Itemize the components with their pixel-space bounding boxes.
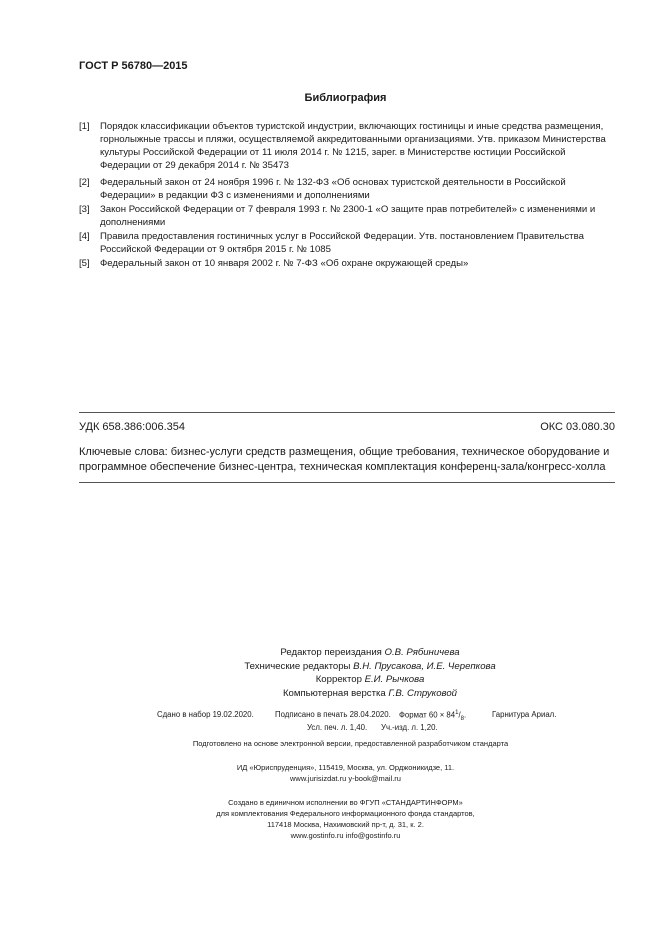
bibliography-text: Федеральный закон от 24 ноября 1996 г. № 132-ФЗ «Об основах туристской деятельности в Российской Федерации» в редакции ФЗ с изменениями и дополнениями	[100, 177, 566, 201]
publisher-contacts: www.jurisizdat.ru y-book@mail.ru	[290, 774, 401, 783]
credit-line	[150, 673, 590, 687]
bibliography-text: Правила предоставления гостиничных услуг в Российской Федерации. Утв. постановлением Правительства Российской Федерации от 9 октября 2015 г. № 1085	[100, 231, 584, 255]
format-text: Формат 60 × 84	[399, 710, 456, 720]
bottom-divider	[79, 482, 615, 483]
credit-role: Компьютерная верстка	[282, 687, 386, 699]
credit-role: Технические редакторы	[244, 660, 351, 672]
standartinform-contacts: www.gostinfo.ru info@gostinfo.ru	[290, 831, 401, 840]
bibliography-number: [4]	[79, 231, 90, 242]
bibliography-list	[79, 120, 616, 270]
bibliography-text: Порядок классификации объектов туристской индустрии, включающих гостиницы и иные средства размещения, горнолыжные трассы и пляжи, осуществляемой аккредитованными организациями. Утв. приказом Министерства культуры Российской Федерации от 11 июля 2014 г. № 1215, зарег. в Министерстве юстиции Российской Федерации от 29 декабря 2014 г. № 35473	[100, 121, 606, 171]
format-info: Формат $60 \times 84^1/_8$.	[399, 710, 467, 723]
credit-name: В.Н. Прусакова, И.Е. Черепкова	[353, 660, 496, 672]
standartinform-line: Создано в единичном исполнении во ФГУП «СТАНДАРТИНФОРМ»	[228, 798, 463, 807]
credit-name: Г.В. Струковой	[388, 687, 458, 699]
oks-code: ОКС 03.080.30	[540, 421, 615, 433]
bibliography-item	[79, 230, 616, 256]
bibliography-title: Библиография	[304, 92, 387, 104]
bibliography-item	[79, 120, 616, 172]
standartinform-line: для комплектования Федерального информационного фонда стандартов,	[216, 809, 475, 818]
pub-sheets-info: Уч.-изд. л. 1,20.	[381, 723, 438, 732]
credit-role: Редактор переиздания	[280, 647, 382, 658]
sheets-info: Усл. печ. л. 1,40.	[307, 723, 368, 732]
credit-role: Корректор	[315, 674, 362, 685]
publisher-block	[0, 762, 661, 784]
signed-date: Подписано в печать 28.04.2020.	[275, 710, 391, 719]
credits-block	[150, 646, 590, 700]
bibliography-item	[79, 203, 616, 229]
prepared-note: Подготовлено на основе электронной версии, предоставленной разработчиком стандарта	[192, 739, 509, 748]
credit-line	[150, 660, 590, 674]
credit-line	[150, 687, 590, 701]
bibliography-number: [2]	[79, 177, 90, 188]
udc-code: УДК 658.386:006.354	[79, 421, 185, 433]
bibliography-text: Закон Российской Федерации от 7 февраля 1993 г. № 2300-1 «О защите прав потребителей» с изменениями и дополнениями	[100, 204, 596, 228]
sent-date: Сдано в набор 19.02.2020.	[157, 710, 254, 719]
bibliography-text: Федеральный закон от 10 января 2002 г. № 7-ФЗ «Об охране окружающей среды»	[100, 258, 469, 269]
publisher-line: ИД «Юриспруденция», 115419, Москва, ул. Орджоникидзе, 11.	[236, 763, 455, 772]
font-info: Гарнитура Ариал.	[492, 710, 557, 719]
bibliography-number: [1]	[79, 121, 90, 132]
credit-line	[150, 646, 590, 660]
bibliography-number: [3]	[79, 204, 90, 215]
credit-name: Е.И. Рычкова	[364, 674, 425, 685]
format-numerator: 1	[455, 710, 459, 716]
format-end: .	[463, 710, 467, 720]
standartinform-line: 117418 Москва, Нахимовский пр-т, д. 31, к. 2.	[267, 820, 424, 829]
bibliography-item	[79, 176, 616, 202]
top-divider	[79, 412, 615, 413]
document-code: ГОСТ Р 56780—2015	[79, 60, 188, 72]
credit-name: О.В. Рябиничева	[384, 647, 460, 658]
bibliography-number: [5]	[79, 258, 90, 269]
standartinform-block	[0, 797, 661, 841]
format-denominator: 8	[460, 716, 464, 723]
keywords: Ключевые слова: бизнес-услуги средств размещения, общие требования, техническое оборудование и программное обеспечение бизнес-центра, техническая комплектация конференц-зала/конгресс-холла	[79, 446, 610, 473]
bibliography-item	[79, 257, 616, 270]
